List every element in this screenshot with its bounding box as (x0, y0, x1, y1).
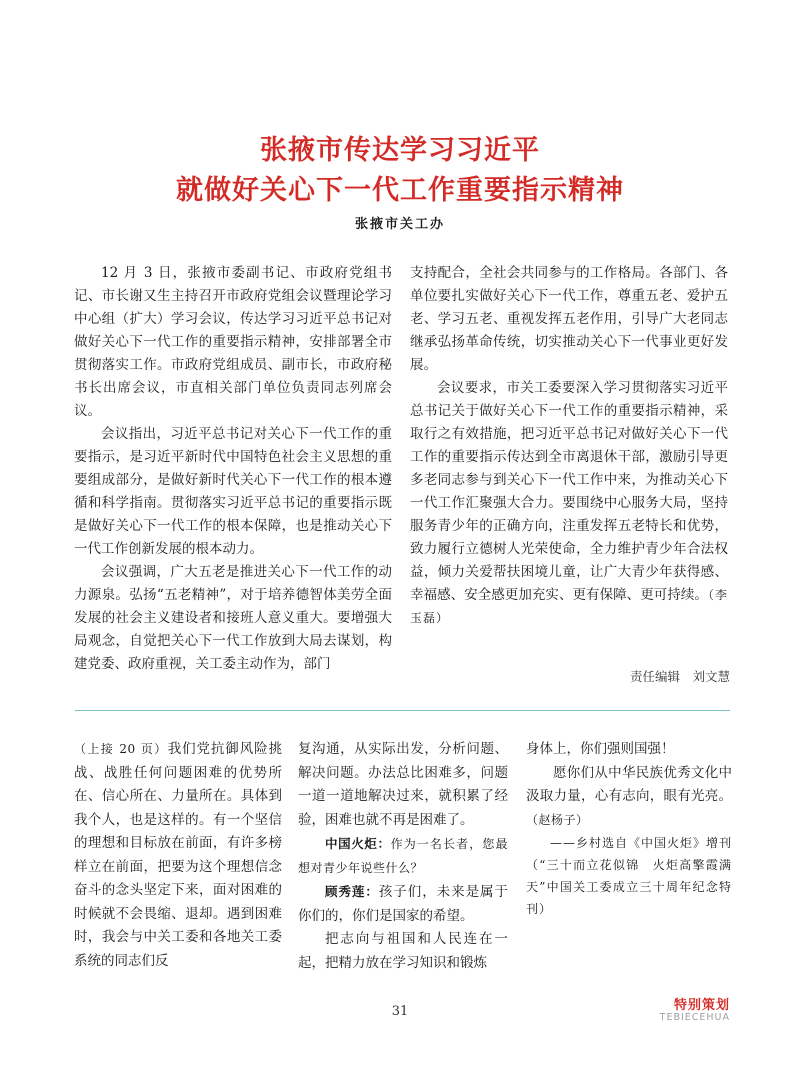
question-text: 作为一名长者，您最想对青少年说些什么？ (298, 837, 508, 875)
paragraph: 支持配合，全社会共同参与的工作格局。各部门、各单位要扎实做好关心下一代工作，尊重五老、爱护五老、学习五老、重视发挥五老作用，引导广大老同志继承弘扬革命传统，切实推动关心下一代事业更好发展。 (410, 265, 728, 373)
source-note: ——乡村选自《中国火炬》增刊（“三十而立花似锦 火炬高擎霞满天”中国关工委成立三十周年纪念特刊） (526, 836, 733, 916)
title-line-2: 就做好关心下一代工作重要指示精神 (176, 175, 624, 206)
author-signature: （李玉磊） (410, 588, 728, 625)
section-divider (75, 710, 730, 711)
paragraph: 12 月 3 日，张掖市委副书记、市政府党组书记、市长谢又生主持召开市政府党组会议暨理论学习中心组（扩大）学习会议，传达学习习近平总书记对做好关心下一代工作的重要指示精神，安排部署全市贯彻落实工作。市政府党组成员、副市长，市政府秘书长出席会议，市直相关部门单位负责同志列席会议。 (74, 265, 392, 419)
title-line-1: 张掖市传达学习习近平 (260, 135, 540, 166)
paragraph-text: 我们党抗御风险挑战、战胜任何问题困难的优势所在、信心所在、力量所在。具体到我个人，也是这样的。有一个坚信的理想和目标放在前面，有许多榜样立在前面，把要为这个理想信念奋斗的念头坚定下来，面对困难的时候就不会畏缩、退却。遇到困难时，我会与中关工委和各地关工委系统的同志们反 (74, 741, 282, 969)
editor-credit: 责任编辑 刘文慧 (629, 669, 730, 684)
paragraph: 会议指出，习近平总书记对关心下一代工作的重要指示，是习近平新时代中国特色社会主义思想的重要组成部分，是做好新时代关心下一代工作的根本遵循和科学指南。贯彻落实习近平总书记的重要指示既是做好关心下一代工作的根本保障，也是推动关心下一代工作创新发展的根本动力。 (74, 426, 392, 557)
continued-column-2 (298, 738, 508, 975)
continued-column-1 (74, 738, 282, 973)
article-column-left (74, 262, 392, 676)
paragraph (410, 377, 728, 630)
article-column-right (410, 262, 728, 630)
page-number: 31 (391, 1004, 409, 1019)
article-author: 张掖市关工办 (354, 217, 445, 232)
paragraph: 会议强调，广大五老是推进关心下一代工作的动力源泉。弘扬“五老精神”，对于培养德智体美劳全面发展的社会主义建设者和接班人意义重大。要增强大局观念，自觉把关心下一代工作放到大局去谋划，构建党委、政府重视，关工委主动作为，部门 (74, 564, 392, 672)
paragraph: 身体上，你们强则国强！ (526, 741, 675, 757)
paragraph: 复沟通，从实际出发，分析问题、解决问题。办法总比困难多，问题一道一道地解决过来，就积累了经验，困难也就不再是困难了。 (298, 741, 508, 828)
answer-label: 顾秀莲： (325, 884, 379, 899)
section-label: 特别策划 (673, 998, 730, 1013)
interview-answer (298, 880, 508, 928)
paragraph: 把志向与祖国和人民连在一起，把精力放在学习知识和锻炼 (298, 931, 508, 971)
author-signature: （赵杨子） (526, 812, 589, 827)
interview-question (298, 832, 508, 880)
continuation-note: （上接 20 页） (74, 742, 168, 756)
question-label: 中国火炬： (325, 836, 391, 851)
paragraph-text: 会议要求，市关工委要深入学习贯彻落实习近平总书记关于做好关心下一代工作的重要指示精神，采取行之有效措施，把习近平总书记对做好关心下一代工作的重要指示传达到全市离退休干部，激励引导更多老同志参与到关心下一代工作中来，为推动关心下一代工作汇聚强大合力。要围绕中心服务大局，坚持服务青少年的正确方向，注重发挥五老特长和优势，致力履行立德树人光荣使命，全力维护青少年合法权益，倾力关爱帮扶困境儿童，让广大青少年获得感、幸福感、安全感更加充实、更有保障、更可持续。 (410, 380, 728, 603)
section-label-pinyin: TEBIECEHUA (659, 1012, 730, 1023)
paragraph (526, 762, 732, 833)
paragraph (74, 738, 282, 973)
continued-column-3 (526, 738, 732, 920)
answer-text: 孩子们，未来是属于你们的，你们是国家的希望。 (298, 884, 508, 924)
paragraph-text: 愿你们从中华民族优秀文化中汲取力量，心有志向，眼有光亮。 (526, 764, 732, 804)
